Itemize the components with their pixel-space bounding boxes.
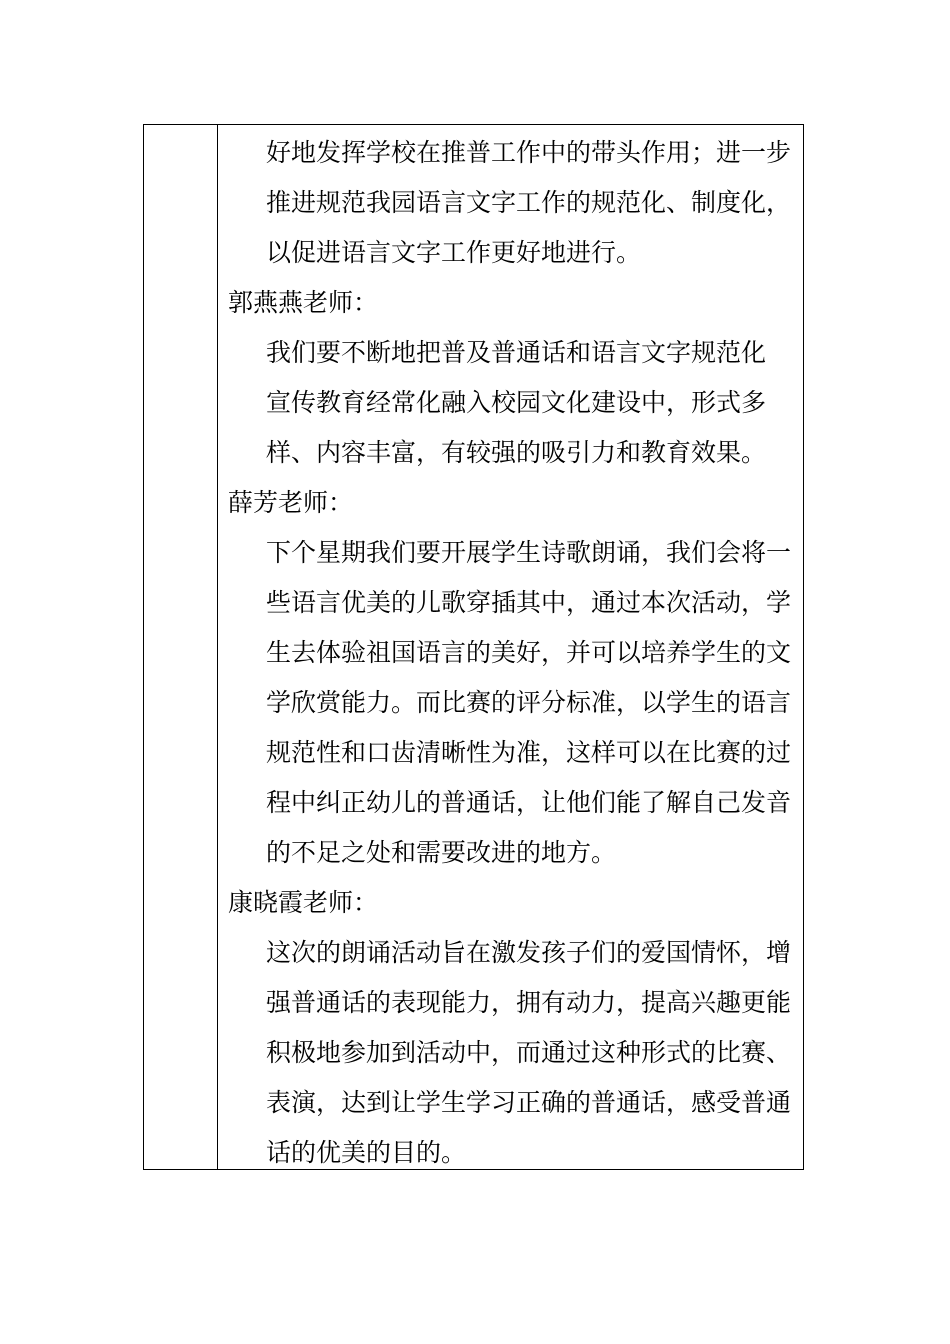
speaker-name: 康晓霞老师： xyxy=(228,888,379,917)
content-line: 生去体验祖国语言的美好，并可以培养学生的文 xyxy=(266,638,792,667)
content-line: 些语言优美的儿歌穿插其中，通过本次活动，学 xyxy=(266,588,792,617)
content-line: 强普通话的表现能力，拥有动力，提高兴趣更能 xyxy=(266,988,792,1017)
content-line: 的不足之处和需要改进的地方。 xyxy=(266,838,617,867)
content-line: 我们要不断地把普及普通话和语言文字规范化 xyxy=(266,338,767,367)
speaker-name: 郭燕燕老师： xyxy=(228,288,379,317)
content-line: 表演，达到让学生学习正确的普通话，感受普通 xyxy=(266,1088,792,1117)
content-line: 程中纠正幼儿的普通话，让他们能了解自己发音 xyxy=(266,788,792,817)
content-line: 积极地参加到活动中，而通过这种形式的比赛、 xyxy=(266,1038,792,1067)
table-content-column xyxy=(218,125,803,1169)
content-line: 话的优美的目的。 xyxy=(266,1138,467,1167)
content-line: 这次的朗诵活动旨在激发孩子们的爱国情怀，增 xyxy=(266,938,792,967)
meeting-record-table xyxy=(143,124,804,1170)
content-line: 学欣赏能力。而比赛的评分标准，以学生的语言 xyxy=(266,688,792,717)
content-line: 好地发挥学校在推普工作中的带头作用；进一步 xyxy=(266,138,792,167)
content-line: 宣传教育经常化融入校园文化建设中，形式多 xyxy=(266,388,767,417)
content-line: 以促进语言文字工作更好地进行。 xyxy=(266,238,642,267)
content-line: 下个星期我们要开展学生诗歌朗诵，我们会将一 xyxy=(266,538,792,567)
content-line: 规范性和口齿清晰性为准，这样可以在比赛的过 xyxy=(266,738,792,767)
content-line: 推进规范我园语言文字工作的规范化、制度化， xyxy=(266,188,792,217)
table-label-column xyxy=(144,125,218,1169)
speaker-name: 薛芳老师： xyxy=(228,488,354,517)
content-line: 样、内容丰富，有较强的吸引力和教育效果。 xyxy=(266,438,767,467)
